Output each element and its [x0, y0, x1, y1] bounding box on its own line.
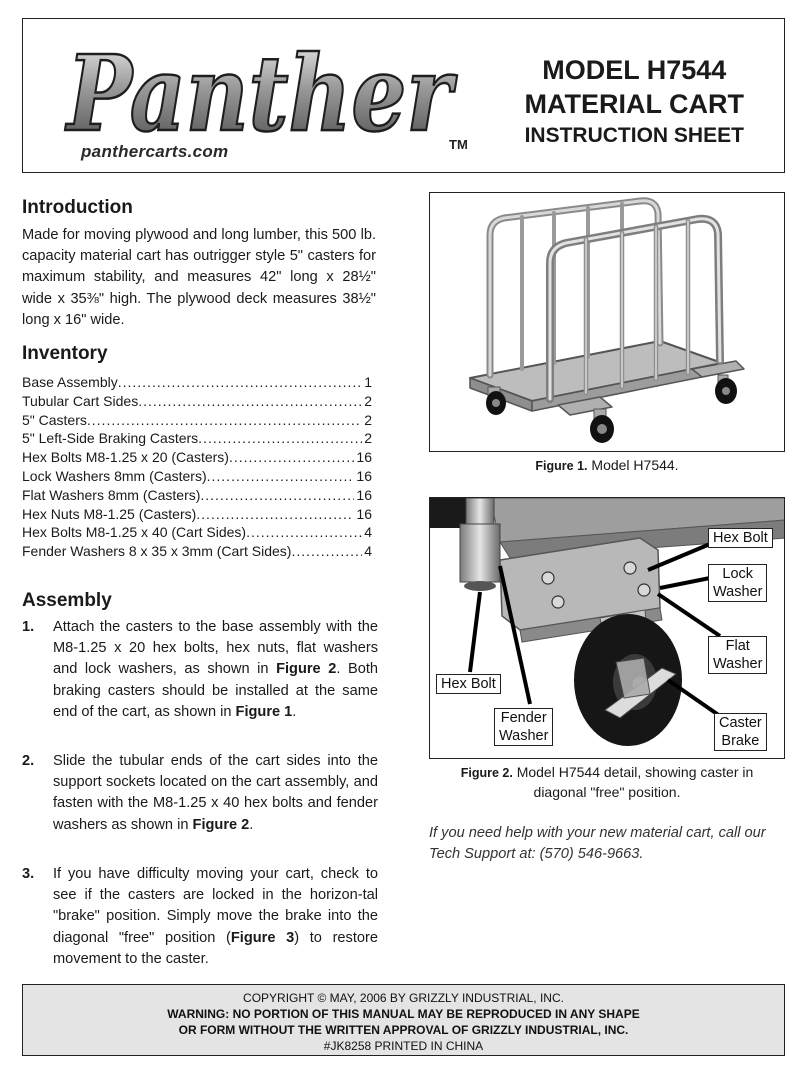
- list-item: Fender Washers 8 x 35 x 3mm (Cart Sides) ..... 4: [22, 542, 372, 561]
- inventory-list: [22, 373, 372, 561]
- list-item: Hex Bolts M8-1.25 x 20 (Casters) ..... 16: [22, 448, 372, 467]
- label-caster-brake: Caster Brake: [714, 713, 767, 751]
- label-fender-washer: Fender Washer: [494, 708, 553, 746]
- list-item: 5" Left-Side Braking Casters ..... 2: [22, 429, 372, 448]
- cart-illustration: [430, 193, 785, 452]
- document-type: INSTRUCTION SHEET: [524, 124, 744, 147]
- list-item: Base Assembly ..... 1: [22, 373, 372, 392]
- panther-logo-wordmark: [61, 27, 461, 147]
- copyright-footer: [22, 984, 785, 1056]
- introduction-heading: Introduction: [22, 197, 133, 218]
- title-block: [525, 53, 744, 151]
- logo-url: panthercarts.com: [81, 142, 229, 161]
- trademark: TM: [449, 137, 468, 152]
- figure-2-caster-detail: [429, 497, 785, 759]
- warning-line-1: WARNING: NO PORTION OF THIS MANUAL MAY BE REPRODUCED IN ANY SHAPE: [167, 1007, 640, 1021]
- svg-text:Panther: Panther: [64, 32, 458, 147]
- figure-1-cart-photo: [429, 192, 785, 452]
- list-item: Hex Bolts M8-1.25 x 40 (Cart Sides) ..... 4: [22, 523, 372, 542]
- model-number: MODEL H7544: [542, 55, 727, 85]
- list-item: 5" Casters ..... 2: [22, 411, 372, 430]
- print-code: #JK8258 PRINTED IN CHINA: [323, 1039, 484, 1053]
- copyright-line: COPYRIGHT © MAY, 2006 BY GRIZZLY INDUSTRIAL, INC.: [243, 991, 564, 1005]
- tech-support-note: If you need help with your new material cart, call our Tech Support at: (570) 546-9663.: [429, 825, 766, 862]
- list-item: Flat Washers 8mm (Casters) ..... 16: [22, 486, 372, 505]
- label-lock-washer: Lock Washer: [708, 564, 767, 602]
- assembly-heading: Assembly: [22, 590, 112, 611]
- list-item: Hex Nuts M8-1.25 (Casters) ..... 16: [22, 505, 372, 524]
- assembly-step-3: 3. If you have difficulty moving your cart, check to see if the casters are locked in the horizon-tal "brake" position. Simply move the brake into the diagonal "free" position (Figure 3) to restore movement to the caster.: [22, 866, 378, 967]
- introduction-paragraph: Made for moving plywood and long lumber, this 500 lb. capacity material cart has outrigger style 5" casters for maximum stability, and measures 42" long x 28½" wide x 35⅜" high. The plywood deck measures 38½" long x 16" wide.: [22, 227, 376, 328]
- inventory-heading: Inventory: [22, 343, 108, 364]
- label-flat-washer: Flat Washer: [708, 636, 767, 674]
- figure-2-caption: Figure 2. Model H7544 detail, showing caster in diagonal "free" position.: [460, 764, 754, 800]
- label-hex-bolt-top: Hex Bolt: [708, 528, 773, 548]
- assembly-step-1: 1. Attach the casters to the base assembly with the M8-1.25 x 20 hex bolts, hex nuts, flat washers and lock washers, as shown in Figure 2. Both braking casters should be installed at the same end of the cart, as shown in Figure 1.: [22, 619, 379, 720]
- warning-line-2: OR FORM WITHOUT THE WRITTEN APPROVAL OF GRIZZLY INDUSTRIAL, INC.: [178, 1023, 629, 1037]
- assembly-step-2: 2. Slide the tubular ends of the cart sides into the support sockets located on the cart assembly, and fasten with the M8-1.25 x 40 hex bolts and fender washers as shown in Figure 2.: [22, 753, 378, 833]
- list-item: Lock Washers 8mm (Casters) ..... 16: [22, 467, 372, 486]
- figure-1-caption: Figure 1. Model H7544.: [535, 457, 679, 473]
- label-hex-bolt-left: Hex Bolt: [436, 674, 501, 694]
- panther-logo: [61, 27, 468, 167]
- product-name: MATERIAL CART: [524, 89, 744, 119]
- list-item: Tubular Cart Sides ..... 2: [22, 392, 372, 411]
- header-box: [22, 18, 785, 173]
